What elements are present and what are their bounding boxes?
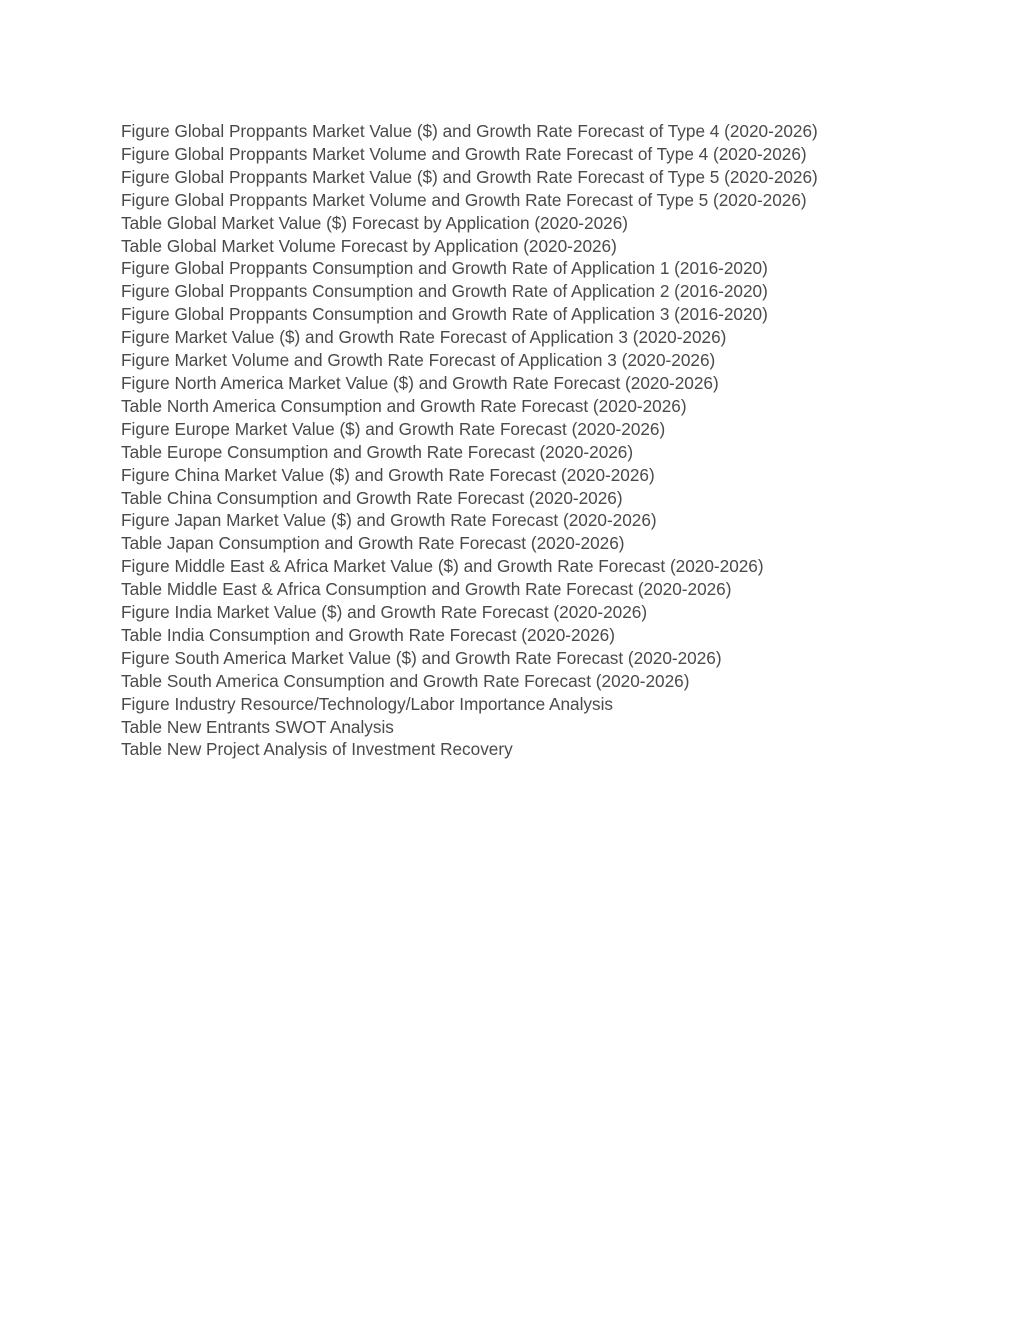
list-item: Table Japan Consumption and Growth Rate Forecast (2020-2026) xyxy=(121,533,625,554)
list-item: Table China Consumption and Growth Rate Forecast (2020-2026) xyxy=(121,487,623,508)
list-item: Figure Global Proppants Consumption and Growth Rate of Application 1 (2016-2020) xyxy=(121,258,768,279)
list-item: Table New Entrants SWOT Analysis xyxy=(121,716,394,737)
list-item: Figure Global Proppants Market Value ($) and Growth Rate Forecast of Type 5 (2020-2026) xyxy=(121,166,818,187)
list-item: Table Global Market Volume Forecast by Application (2020-2026) xyxy=(121,235,617,256)
list-item: Figure Europe Market Value ($) and Growth Rate Forecast (2020-2026) xyxy=(121,418,666,439)
list-item: Figure Japan Market Value ($) and Growth Rate Forecast (2020-2026) xyxy=(121,510,657,531)
list-item: Table Middle East & Africa Consumption and Growth Rate Forecast (2020-2026) xyxy=(121,579,732,600)
list-item: Figure Global Proppants Market Volume and Growth Rate Forecast of Type 4 (2020-2026) xyxy=(121,143,807,164)
list-item: Figure South America Market Value ($) and Growth Rate Forecast (2020-2026) xyxy=(121,647,722,668)
list-item: Table North America Consumption and Growth Rate Forecast (2020-2026) xyxy=(121,395,687,416)
list-item: Table New Project Analysis of Investment Recovery xyxy=(121,739,513,760)
list-item: Figure Middle East & Africa Market Value ($) and Growth Rate Forecast (2020-2026) xyxy=(121,556,764,577)
list-item: Figure Market Volume and Growth Rate Forecast of Application 3 (2020-2026) xyxy=(121,350,716,371)
list-item: Figure Market Value ($) and Growth Rate Forecast of Application 3 (2020-2026) xyxy=(121,327,727,348)
list-item: Figure Industry Resource/Technology/Labor Importance Analysis xyxy=(121,693,614,714)
list-item: Figure North America Market Value ($) and Growth Rate Forecast (2020-2026) xyxy=(121,372,719,393)
list-item: Table India Consumption and Growth Rate Forecast (2020-2026) xyxy=(121,624,615,645)
list-item: Figure China Market Value ($) and Growth Rate Forecast (2020-2026) xyxy=(121,464,655,485)
figure-table-list xyxy=(121,120,818,761)
list-item: Figure Global Proppants Market Value ($) and Growth Rate Forecast of Type 4 (2020-2026) xyxy=(121,121,818,141)
list-item: Figure India Market Value ($) and Growth Rate Forecast (2020-2026) xyxy=(121,602,648,623)
list-item: Table Global Market Value ($) Forecast by Application (2020-2026) xyxy=(121,212,628,233)
list-item: Figure Global Proppants Market Volume and Growth Rate Forecast of Type 5 (2020-2026) xyxy=(121,189,807,210)
list-item: Table South America Consumption and Growth Rate Forecast (2020-2026) xyxy=(121,670,690,691)
list-item: Table Europe Consumption and Growth Rate Forecast (2020-2026) xyxy=(121,441,634,462)
list-item: Figure Global Proppants Consumption and Growth Rate of Application 2 (2016-2020) xyxy=(121,281,768,302)
list-item: Figure Global Proppants Consumption and Growth Rate of Application 3 (2016-2020) xyxy=(121,304,768,325)
